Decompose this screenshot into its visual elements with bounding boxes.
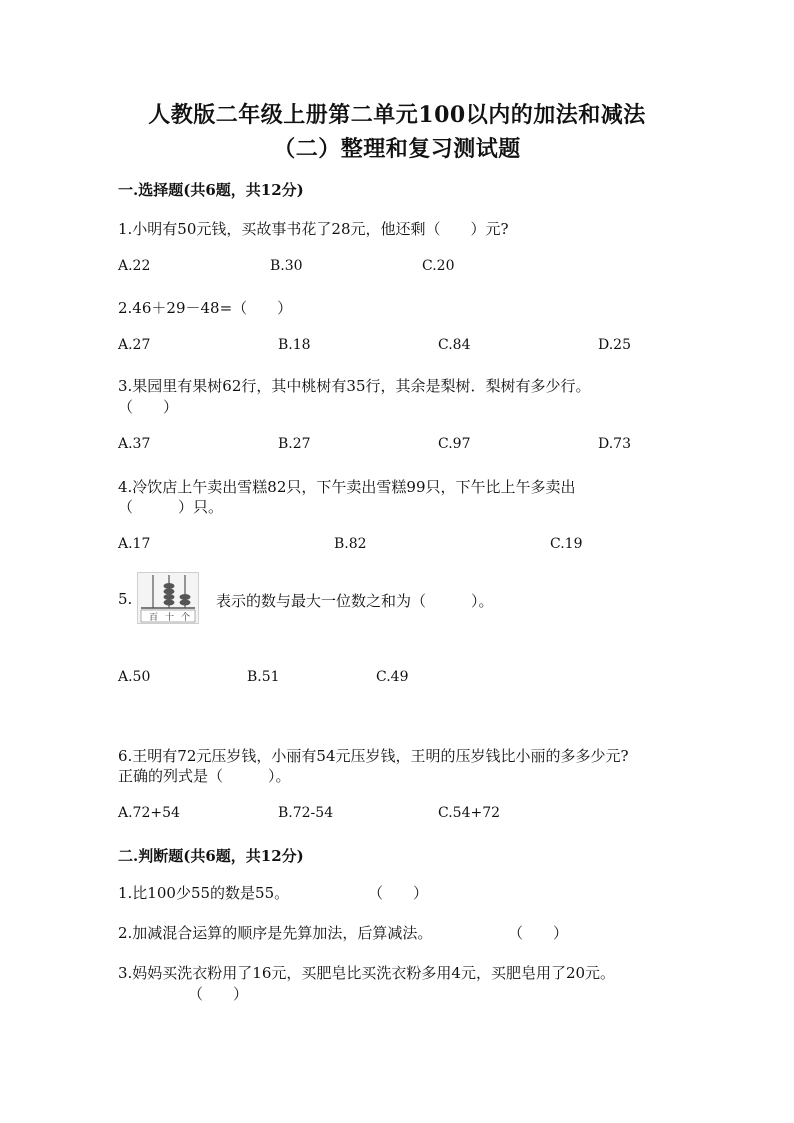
q5-option-a: A.50 [118,669,151,685]
q3-option-a: A.37 [118,436,151,452]
abacus-label-tens: 十 [165,613,175,623]
question-3-blank: （ ） [118,398,179,416]
q2-option-b: B.18 [278,337,311,353]
question-4: 4.冷饮店上午卖出雪糕82只，下午卖出雪糕99只，下午比上午多卖出 [118,478,576,496]
q3-option-d: D.73 [598,436,631,452]
q6-option-c: C.54+72 [438,805,501,821]
q1-option-a: A.22 [118,258,151,274]
question-4-blank: （ ）只。 [118,498,224,516]
section-judge-heading: 二.判断题(共6题，共12分) [118,847,304,865]
q1-option-b: B.30 [270,258,303,274]
q1-option-c: C.20 [422,258,455,274]
q4-option-c: C.19 [550,536,583,552]
q3-option-c: C.97 [438,436,471,452]
judge-question-1: 1.比100少55的数是55。 [118,884,290,902]
question-3: 3.果园里有果树62行，其中桃树有35行，其余是梨树．梨树有多少行。 [118,377,591,395]
judge-question-2-blank: （ ） [508,924,569,942]
question-2: 2.46＋29－48=（ ） [118,299,293,317]
q2-option-c: C.84 [438,337,471,353]
q6-option-b: B.72-54 [278,805,334,821]
q4-option-b: B.82 [334,536,367,552]
abacus-image [137,572,199,624]
q6-option-a: A.72+54 [118,805,180,821]
question-6: 6.王明有72元压岁钱，小丽有54元压岁钱，王明的压岁钱比小丽的多多少元? [118,747,629,765]
q5-option-b: B.51 [247,669,280,685]
q5-option-c: C.49 [376,669,409,685]
question-1: 1.小明有50元钱，买故事书花了28元，他还剩（ ）元? [118,220,509,238]
q4-option-a: A.17 [118,536,151,552]
question-6-line-2: 正确的列式是（ ）。 [118,767,291,785]
abacus-label-ones: 个 [181,613,191,623]
q2-option-d: D.25 [598,337,631,353]
question-5-number: 5. [118,590,133,608]
q2-option-a: A.27 [118,337,151,353]
judge-question-3-blank: （ ） [188,985,249,1003]
title-line-2: （二）整理和复习测试题 [273,136,521,162]
abacus-label-hundreds: 百 [149,613,159,623]
section-choice-heading: 一.选择题(共6题，共12分) [118,181,304,199]
q3-option-b: B.27 [278,436,311,452]
judge-question-2: 2.加减混合运算的顺序是先算加法，后算减法。 [118,924,433,942]
question-5: 表示的数与最大一位数之和为（ ）。 [216,592,494,610]
judge-question-1-blank: （ ） [368,884,429,902]
title-line-1: 人教版二年级上册第二单元100以内的加法和减法 [148,102,646,128]
judge-question-3: 3.妈妈买洗衣粉用了16元，买肥皂比买洗衣粉多用4元，买肥皂用了20元。 [118,964,616,982]
